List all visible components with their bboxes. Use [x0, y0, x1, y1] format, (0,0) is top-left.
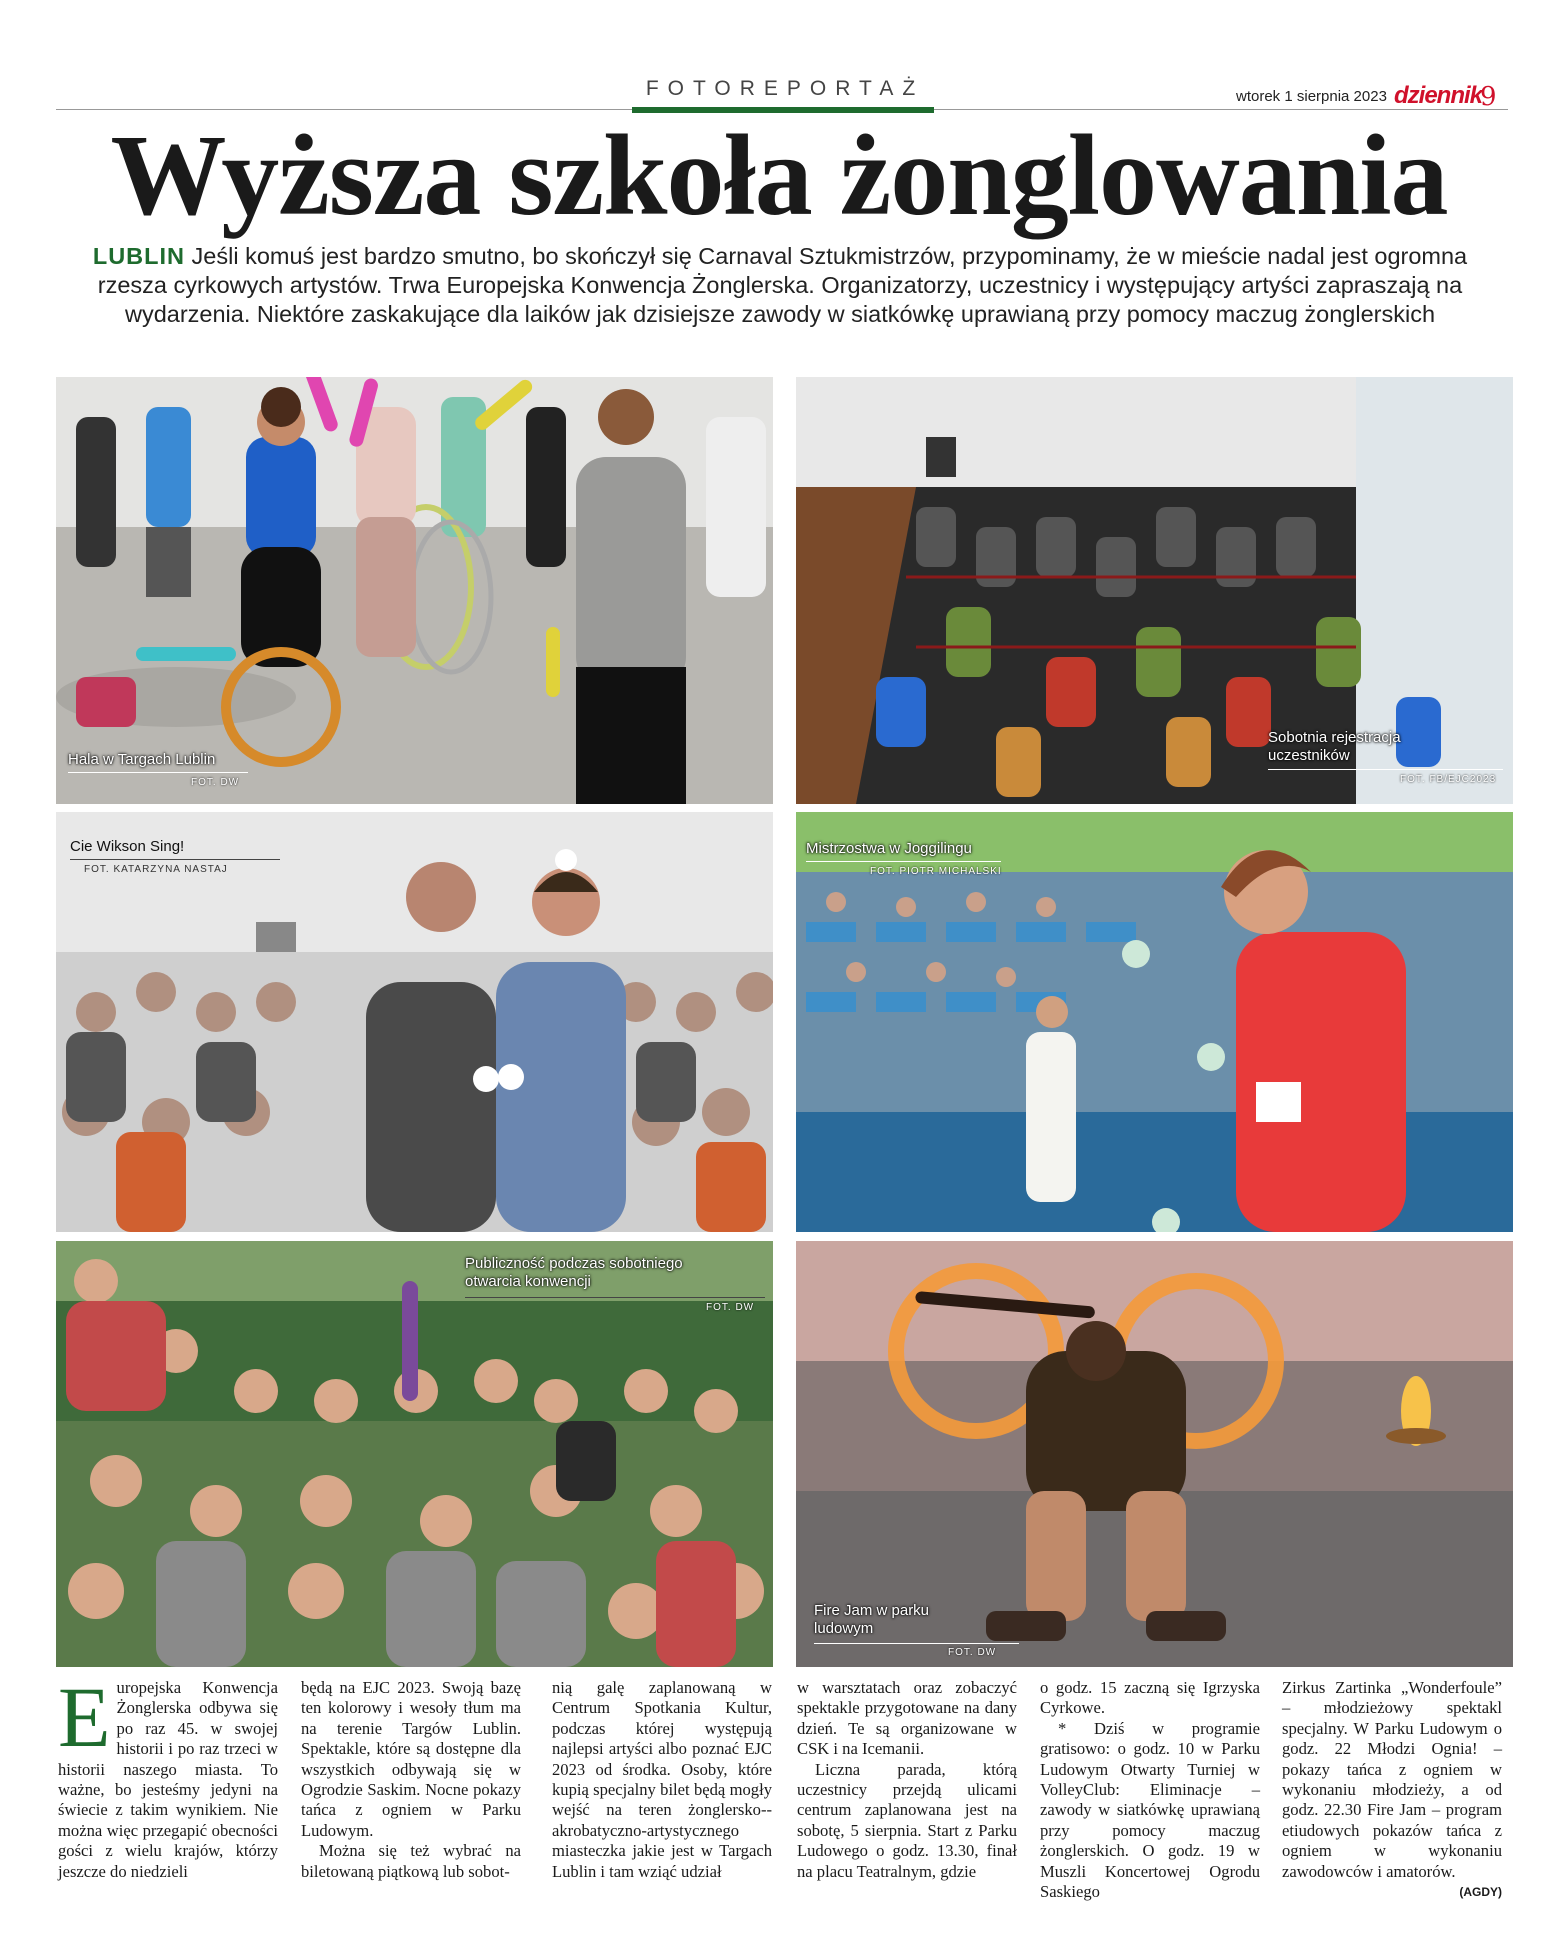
photo-joggling-credit: FOT. PIOTR MICHALSKI: [870, 866, 1002, 877]
photo-cie-wikson-caption-rule: [70, 859, 280, 860]
photo-hall-credit: FOT. DW: [191, 777, 240, 788]
article-column-4: [797, 1678, 1017, 1882]
photo-registration-caption: Sobotnia rejestracja uczestników: [1268, 729, 1401, 764]
lead-text: Jeśli komuś jest bardzo smutno, bo skończył się Carnaval Sztukmistrzów, przypominamy, że w mieście nadal jest ogromna rzesza cyrkowych artystów. Trwa Europejska Konwencja Żonglerska. Organizatorzy, uczestnicy i występujący artyści zapraszają na wydarzenia. Niektóre zaskakujące dla laików jak dzisiejsze zawody w siatkówkę uprawianą przy pomocy maczug żonglerskich: [97, 243, 1468, 327]
article-column-2: [301, 1678, 521, 1882]
page-number: 9: [1480, 82, 1497, 112]
article-column-1: [58, 1669, 278, 1882]
brand-logo: dziennik: [1394, 82, 1483, 109]
photo-hall-caption: Hala w Targach Lublin: [68, 751, 216, 768]
section-label: FOTOREPORTAŻ: [645, 77, 925, 100]
photo-fire-jam-credit: FOT. DW: [948, 1647, 997, 1658]
article-column-5: [1040, 1678, 1260, 1902]
photo-joggling-caption-rule: [806, 861, 1001, 862]
photo-audience-credit: FOT. DW: [706, 1302, 755, 1313]
article-col5-text-a: o godz. 15 zaczną się Igrzyska Cyrkowe.: [1040, 1678, 1260, 1718]
photo-registration: [796, 377, 1513, 804]
photo-registration-credit: FOT. FB/EJC2023: [1400, 774, 1497, 785]
article-col1-text: uropejska Konwencja Żonglerska odbywa się po raz 45. w swojej historii i po raz trzeci w historii naszego miasta. To ważne, bo jesteśmy jedyni na świecie z takim wynikiem. Nie można więc przegapić obecności gości z wielu krajów, którzy jeszcze do niedzieli: [58, 1678, 278, 1881]
lead-city: LUBLIN: [92, 243, 186, 269]
photo-joggling-caption: Mistrzostwa w Joggilingu: [806, 840, 972, 857]
headline: Wyższa szkoła żonglowania: [110, 112, 1448, 240]
article-col4-text-a: w warsztatach oraz zobaczyć spektakle przygotowane na dany dzień. Te są organizowane w CSK i na Icemanii.: [797, 1678, 1017, 1759]
photo-cie-wikson-caption: Cie Wikson Sing!: [70, 838, 185, 855]
photo-registration-caption-rule: [1268, 769, 1503, 770]
article-col4-text-b: Liczna parada, którą uczestnicy przejdą ulicami centrum zaplanowana jest na sobotę, 5 sierpnia. Start z Parku Ludowego o godz. 13.30, finał na placu Teatralnym, gdzie: [797, 1759, 1017, 1881]
photo-hall: [56, 377, 773, 804]
article-dropcap: E: [58, 1669, 111, 1765]
photo-fire-jam: [796, 1241, 1513, 1667]
photo-fire-jam-caption-rule: [814, 1643, 1019, 1644]
photo-cie-wikson: [56, 812, 773, 1232]
photo-audience-image: [56, 1241, 773, 1667]
photo-joggling: [796, 812, 1513, 1232]
article-col5-text-b: * Dziś w programie gratisowo: o godz. 10 w Parku Ludowym Otwarty Turniej w VolleyClub: Eliminacje – zawody w siatkówkę uprawianą przy pomocy maczug żonglerskich. O godz. 19 w Muszli Koncertowej Ogrodu Saskiego: [1040, 1718, 1260, 1902]
article-col3-text: nią galę zaplanowaną w Centrum Spotkania Kultur, podczas której występują najlepsi artyści albo poznać EJC 2023 od środka. Osoby, które kupią specjalny bilet będą mogły wejść na teren żonglersko--akrobatyczno-artystycznego miasteczka jakie jest w Targach Lublin i tam wziąć udział: [552, 1678, 772, 1881]
article-signature: (AGDY): [1459, 1885, 1502, 1900]
photo-audience-caption: Publiczność podczas sobotniego otwarcia konwencji: [465, 1255, 683, 1290]
article-col2-text-b: Można się też wybrać na biletowaną piątkową lub sobot-: [301, 1841, 521, 1881]
photo-cie-wikson-credit: FOT. KATARZYNA NASTAJ: [84, 864, 228, 875]
photo-hall-image: [56, 377, 773, 804]
photo-audience-caption-rule: [465, 1297, 765, 1298]
photo-cie-wikson-image: [56, 812, 773, 1232]
photo-audience: [56, 1241, 773, 1667]
lead-paragraph: [60, 242, 1500, 329]
photo-hall-caption-rule: [68, 772, 248, 773]
issue-date: wtorek 1 sierpnia 2023: [1236, 88, 1387, 105]
article-col2-text-a: będą na EJC 2023. Swoją bazę ten kolorowy i wesoły tłum ma na terenie Targów Lublin. Spektakle, które są dostępne dla wszystkich odbywają się w Ogrodzie Saskim. Nocne pokazy tańca z ogniem w Parku Ludowym.: [301, 1678, 521, 1840]
article-col6-text: Zirkus Zartinka „Wonderfoule” – młodzieżowy spektakl specjalny. W Parku Ludowym o godz. 22 Młodzi Ognia! – pokazy tańca z ogniem w wykonaniu młodzieży, a od godz. 22.30 Fire Jam – program etiudowych pokazów tańca z ogniem w wykonaniu zawodowców i amatorów.: [1282, 1678, 1502, 1881]
photo-fire-jam-caption: Fire Jam w parku ludowym: [814, 1602, 930, 1637]
article-column-3: [552, 1678, 772, 1882]
article-column-6: [1282, 1678, 1502, 1902]
